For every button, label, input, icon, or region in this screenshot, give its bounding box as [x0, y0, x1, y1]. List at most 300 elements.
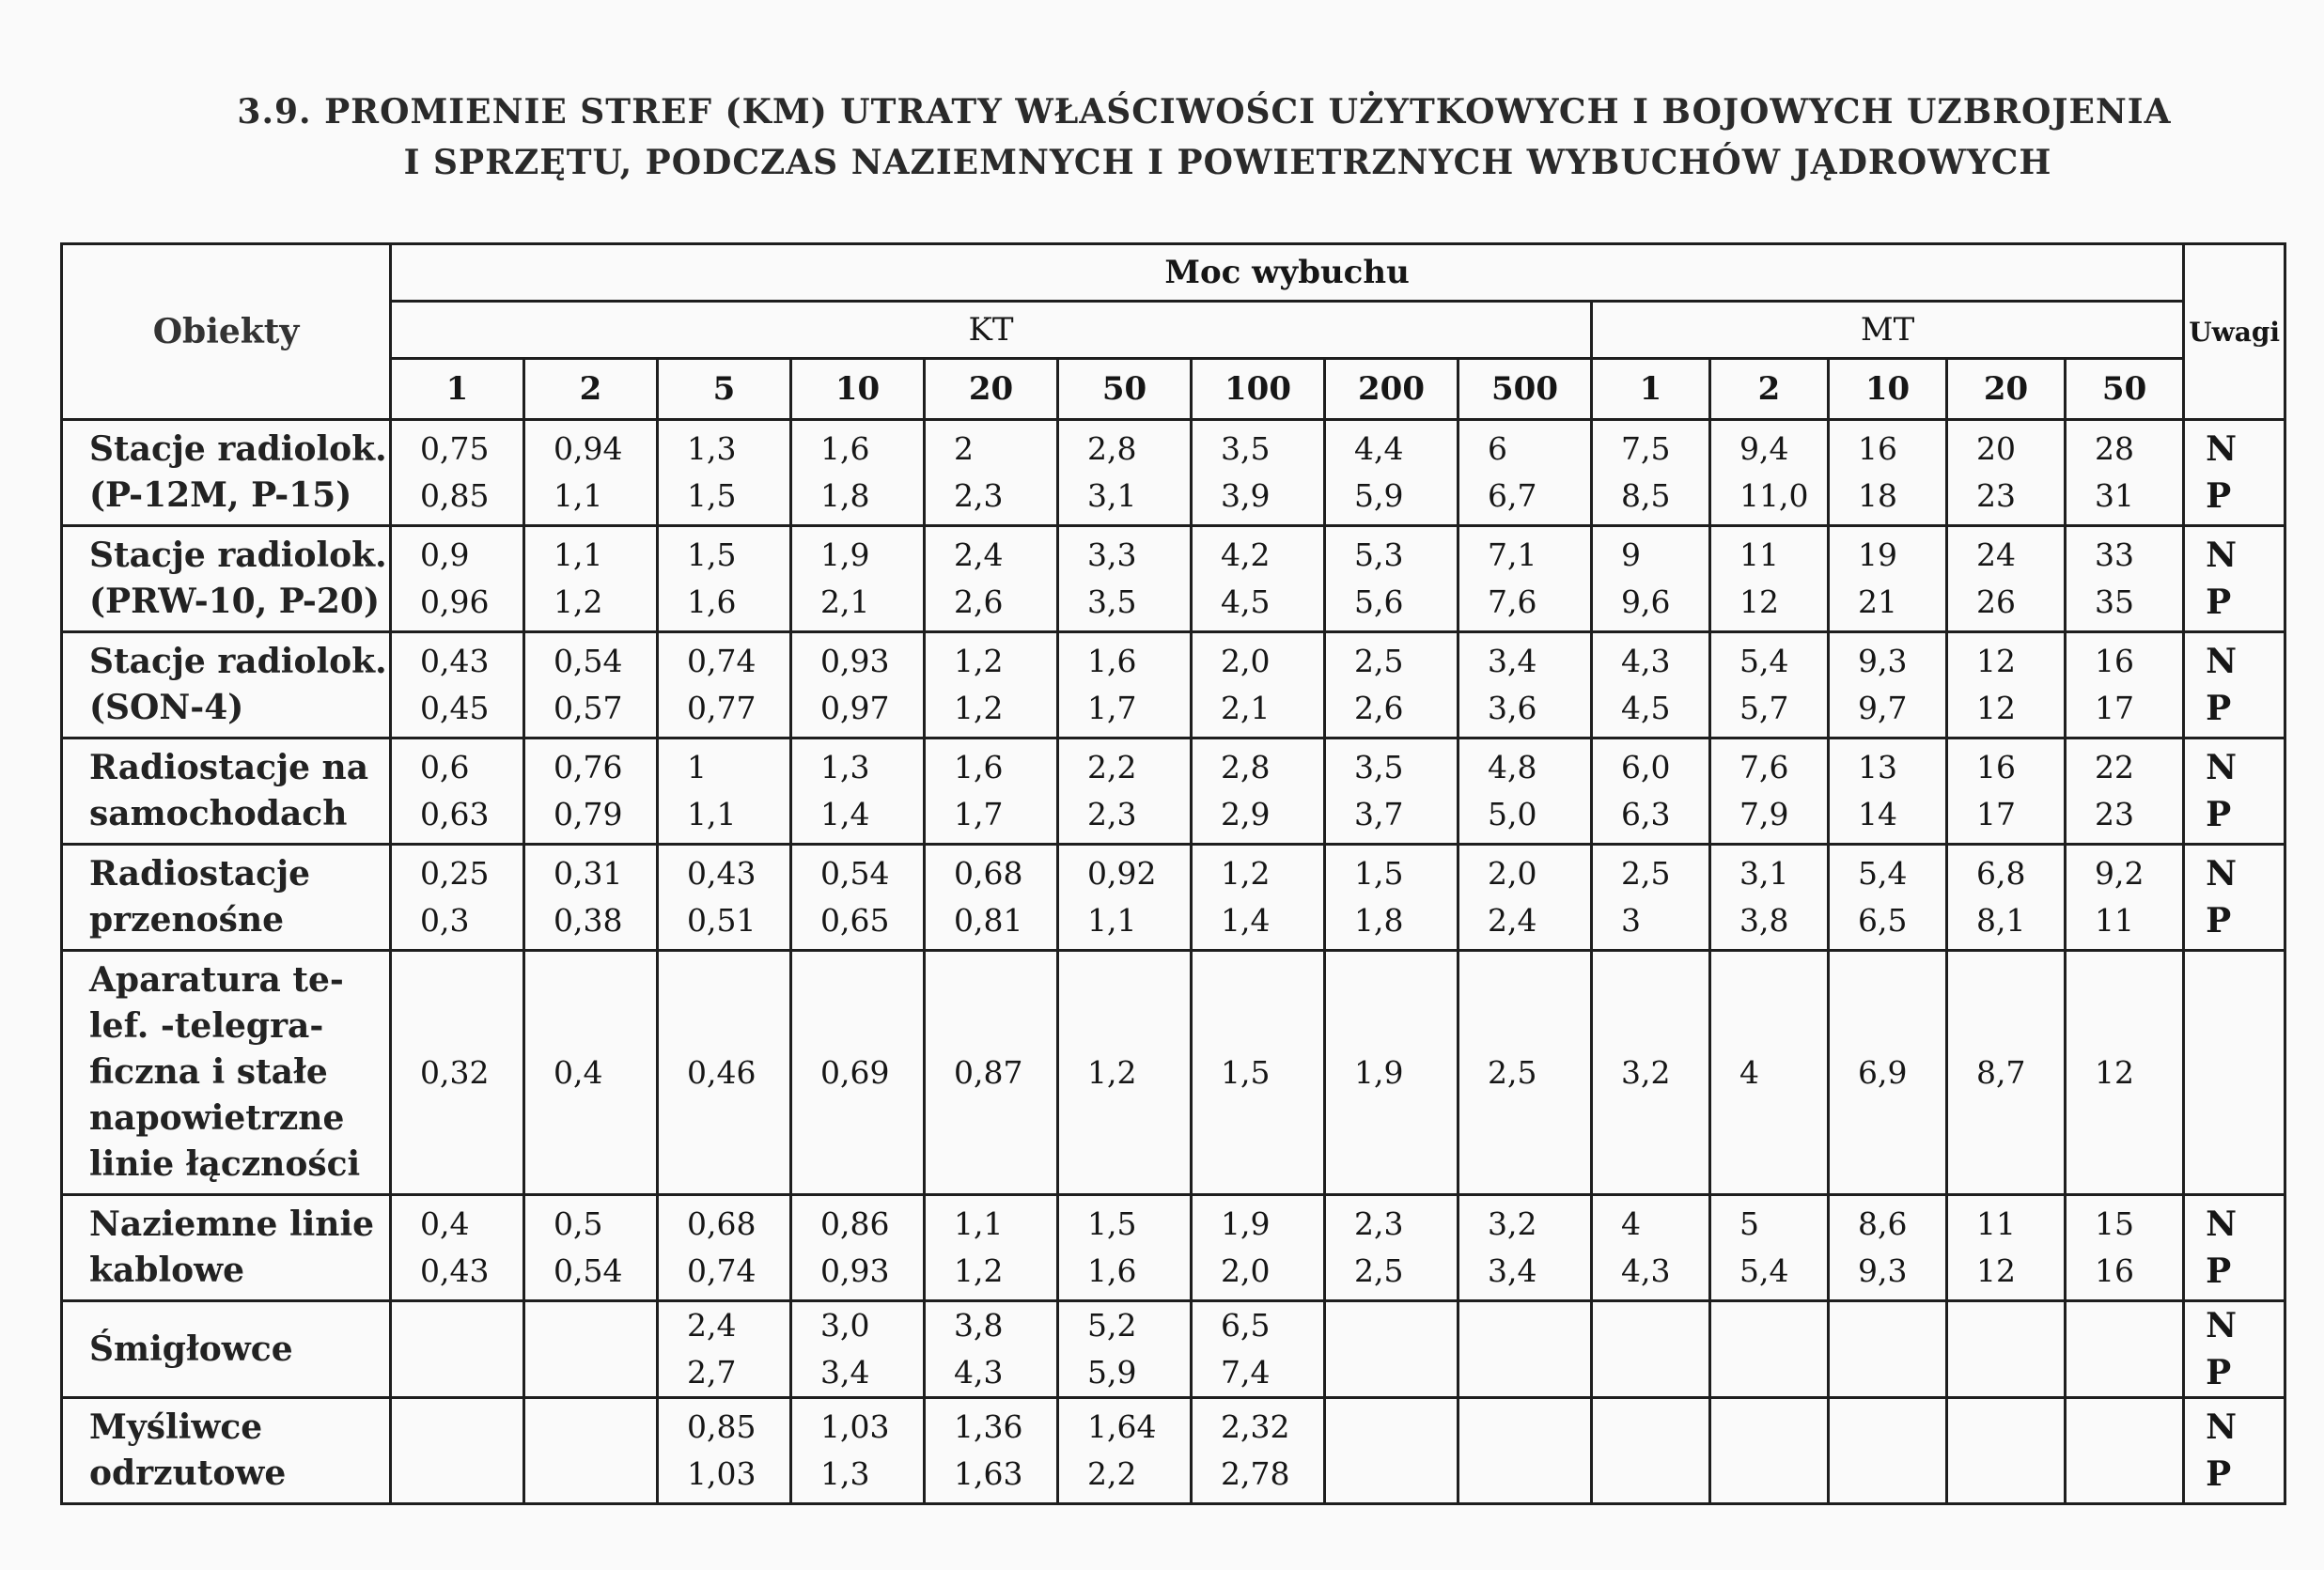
value-n: 12: [2095, 1053, 2134, 1091]
value-cell: [2066, 1301, 2184, 1398]
value-n: 7,6: [1739, 749, 1789, 785]
blast-radius-table: [60, 242, 2286, 1505]
table-row: [62, 526, 2285, 632]
value-p: 1,5: [687, 477, 737, 514]
title-line-1: 3.9. PROMIENIE STREF (KM) UTRATY WŁAŚCIWOŚCI UŻYTKOWYCH I BOJOWYCH UZBROJENIA: [237, 92, 2172, 132]
value-cell: [1710, 420, 1829, 526]
value-cell: [1325, 1301, 1458, 1398]
value-cell: [1829, 845, 1947, 951]
value-cell: [1058, 951, 1192, 1195]
value-cell: [524, 526, 658, 632]
value-cell: [2066, 738, 2184, 845]
value-p: 8,5: [1621, 477, 1671, 514]
value-cell: [925, 738, 1058, 845]
value-p: 0,74: [687, 1252, 756, 1289]
value-p: 0,96: [420, 583, 490, 620]
object-name-line: przenośne: [89, 900, 285, 940]
value-n: 28: [2095, 430, 2134, 467]
value-p: 3,4: [1488, 1252, 1537, 1289]
kt-power-header: 20: [925, 359, 1058, 420]
value-p: 8,1: [1976, 902, 2026, 939]
value-p: 1,63: [954, 1455, 1023, 1492]
object-name-line: lef. -telegra-: [89, 1006, 324, 1046]
uwagi-cell: [2184, 845, 2285, 951]
value-cell: [2066, 420, 2184, 526]
object-name-line: (SON-4): [89, 688, 244, 727]
value-cell: [391, 1398, 524, 1504]
value-n: 1,6: [954, 749, 1004, 785]
object-name-line: Myśliwce: [89, 1407, 263, 1447]
value-cell: [1829, 420, 1947, 526]
value-n: 2,5: [1488, 1053, 1537, 1091]
value-n: 0,9: [420, 536, 470, 573]
value-n: 6,5: [1221, 1307, 1271, 1344]
value-p: 5,6: [1354, 583, 1404, 620]
value-cell: [1947, 1301, 2066, 1398]
uwagi-cell: [2184, 420, 2285, 526]
value-p: 0,63: [420, 796, 490, 832]
value-cell: [2066, 1195, 2184, 1301]
value-p: 3,8: [1739, 902, 1789, 939]
value-p: 5,9: [1354, 477, 1404, 514]
uwagi-mark: N: [2206, 429, 2238, 469]
value-n: 0,76: [554, 749, 623, 785]
value-n: 2,4: [687, 1307, 737, 1344]
value-cell: [1458, 738, 1592, 845]
uwagi-mark: P: [2206, 795, 2232, 834]
value-p: 18: [1858, 477, 1897, 514]
value-n: 4,8: [1488, 749, 1537, 785]
value-p: 2,9: [1221, 796, 1271, 832]
object-name-cell: [62, 420, 391, 526]
value-p: 2,3: [954, 477, 1004, 514]
value-cell: [1058, 1195, 1192, 1301]
power-values-row: [62, 359, 2285, 420]
value-cell: [1192, 738, 1325, 845]
value-p: 0,93: [820, 1252, 890, 1289]
value-n: 5,4: [1739, 643, 1789, 679]
value-p: 35: [2095, 583, 2134, 620]
value-cell: [1592, 632, 1710, 738]
value-cell: [524, 1195, 658, 1301]
value-p: 1,2: [954, 690, 1004, 726]
value-cell: [1829, 1301, 1947, 1398]
value-cell: [391, 1301, 524, 1398]
table-row: [62, 632, 2285, 738]
value-n: 3,8: [954, 1307, 1004, 1344]
obiekty-header: Obiekty: [62, 244, 391, 420]
uwagi-mark: N: [2206, 748, 2238, 787]
uwagi-mark: N: [2206, 642, 2238, 681]
value-n: 0,68: [954, 855, 1023, 892]
value-p: 0,57: [554, 690, 623, 726]
value-n: 3,1: [1739, 855, 1789, 892]
table-row: [62, 738, 2285, 845]
value-n: 0,93: [820, 643, 890, 679]
value-cell: [1710, 632, 1829, 738]
value-cell: [925, 1398, 1058, 1504]
kt-power-header: 500: [1458, 359, 1592, 420]
object-name-line: (P-12M, P-15): [89, 475, 352, 515]
kt-header: KT: [391, 302, 1592, 359]
value-n: 2: [954, 430, 974, 467]
object-name-line: Radiostacje na: [89, 748, 369, 787]
value-n: 1,5: [1221, 1053, 1271, 1091]
value-p: 11,0: [1739, 477, 1809, 514]
value-n: 22: [2095, 749, 2134, 785]
value-n: 15: [2095, 1205, 2134, 1242]
value-n: 1,2: [1221, 855, 1271, 892]
value-n: 1,2: [954, 643, 1004, 679]
value-cell: [1058, 632, 1192, 738]
value-cell: [1710, 738, 1829, 845]
value-n: 0,43: [687, 855, 756, 892]
value-n: 1,5: [1087, 1205, 1137, 1242]
uwagi-cell: [2184, 738, 2285, 845]
value-p: 1,4: [1221, 902, 1271, 939]
value-p: 5,7: [1739, 690, 1789, 726]
value-cell: [1192, 1398, 1325, 1504]
table-row: [62, 420, 2285, 526]
value-cell: [791, 845, 925, 951]
value-p: 26: [1976, 583, 2016, 620]
value-cell: [1192, 632, 1325, 738]
value-p: 1,6: [1087, 1252, 1137, 1289]
value-n: 0,4: [554, 1053, 603, 1091]
object-name-line: kablowe: [89, 1251, 245, 1290]
uwagi-mark: N: [2206, 1407, 2238, 1447]
kt-power-header: 50: [1058, 359, 1192, 420]
value-p: 11: [2095, 902, 2134, 939]
value-n: 2,2: [1087, 749, 1137, 785]
value-n: 3,5: [1221, 430, 1271, 467]
value-cell: [658, 738, 791, 845]
value-n: 3,5: [1354, 749, 1404, 785]
object-name-line: odrzutowe: [89, 1453, 287, 1493]
value-cell: [1592, 845, 1710, 951]
value-p: 7,9: [1739, 796, 1789, 832]
uwagi-cell: [2184, 526, 2285, 632]
value-cell: [1947, 738, 2066, 845]
object-name-line: Stacje radiolok.: [89, 429, 387, 469]
uwagi-mark: P: [2206, 1251, 2232, 1291]
value-cell: [1458, 845, 1592, 951]
object-name-cell: [62, 1195, 391, 1301]
value-p: 0,51: [687, 902, 756, 939]
value-cell: [1947, 420, 2066, 526]
value-cell: [1458, 1195, 1592, 1301]
value-cell: [1592, 420, 1710, 526]
value-cell: [2066, 526, 2184, 632]
value-p: 6,7: [1488, 477, 1537, 514]
value-cell: [391, 845, 524, 951]
value-n: 1: [687, 749, 707, 785]
value-n: 1,64: [1087, 1408, 1157, 1445]
value-cell: [524, 1398, 658, 1504]
value-n: 9,3: [1858, 643, 1908, 679]
value-n: 0,54: [554, 643, 623, 679]
value-n: 5: [1739, 1205, 1759, 1242]
value-n: 0,92: [1087, 855, 1157, 892]
value-p: 7,6: [1488, 583, 1537, 620]
value-p: 2,6: [1354, 690, 1404, 726]
value-p: 4,5: [1621, 690, 1671, 726]
value-p: 12: [1739, 583, 1779, 620]
value-p: 1,1: [1087, 902, 1137, 939]
value-cell: [524, 845, 658, 951]
value-n: 0,43: [420, 643, 490, 679]
value-cell: [925, 1195, 1058, 1301]
value-n: 2,8: [1221, 749, 1271, 785]
value-cell: [1325, 526, 1458, 632]
value-n: 0,94: [554, 430, 623, 467]
value-n: 2,5: [1621, 855, 1671, 892]
value-n: 1,1: [954, 1205, 1004, 1242]
kt-power-header: 2: [524, 359, 658, 420]
value-cell: [1325, 1398, 1458, 1504]
value-n: 1,1: [554, 536, 603, 573]
value-p: 2,1: [1221, 690, 1271, 726]
value-cell: [1829, 1398, 1947, 1504]
value-cell: [1592, 1398, 1710, 1504]
value-n: 1,6: [1087, 643, 1137, 679]
value-n: 0,31: [554, 855, 623, 892]
value-cell: [1710, 951, 1829, 1195]
uwagi-cell: [2184, 951, 2285, 1195]
value-p: 2,1: [820, 583, 870, 620]
value-p: 1,7: [954, 796, 1004, 832]
title-line-2: I SPRZĘTU, PODCZAS NAZIEMNYCH I POWIETRZNYCH WYBUCHÓW JĄDROWYCH: [403, 143, 2052, 182]
mt-power-header: 20: [1947, 359, 2066, 420]
value-n: 1,5: [1354, 855, 1404, 892]
value-p: 23: [2095, 796, 2134, 832]
value-n: 4,4: [1354, 430, 1404, 467]
object-name-line: Śmigłowce: [89, 1329, 293, 1369]
object-name-cell: [62, 1398, 391, 1504]
object-name-line: ficzna i stałe: [89, 1052, 328, 1092]
value-p: 3,6: [1488, 690, 1537, 726]
value-n: 0,87: [954, 1053, 1023, 1091]
value-p: 3,9: [1221, 477, 1271, 514]
value-p: 2,78: [1221, 1455, 1290, 1492]
value-n: 5,4: [1858, 855, 1908, 892]
value-cell: [1947, 951, 2066, 1195]
value-cell: [524, 632, 658, 738]
kt-power-header: 200: [1325, 359, 1458, 420]
value-p: 1,4: [820, 796, 870, 832]
value-cell: [1325, 1195, 1458, 1301]
table-body: [62, 420, 2285, 1504]
value-p: 2,2: [1087, 1455, 1137, 1492]
value-p: 9,7: [1858, 690, 1908, 726]
value-p: 17: [1976, 796, 2016, 832]
value-p: 5,0: [1488, 796, 1537, 832]
value-p: 1,2: [954, 1252, 1004, 1289]
kt-power-header: 10: [791, 359, 925, 420]
document-title: [0, 86, 2324, 188]
value-cell: [1192, 1195, 1325, 1301]
value-n: 0,46: [687, 1053, 756, 1091]
value-p: 2,3: [1087, 796, 1137, 832]
value-n: 9: [1621, 536, 1641, 573]
uwagi-mark: N: [2206, 854, 2238, 894]
value-p: 21: [1858, 583, 1897, 620]
value-p: 7,4: [1221, 1354, 1271, 1391]
value-n: 1,6: [820, 430, 870, 467]
value-cell: [925, 526, 1058, 632]
value-p: 0,97: [820, 690, 890, 726]
value-cell: [925, 951, 1058, 1195]
value-cell: [1325, 738, 1458, 845]
value-cell: [1192, 1301, 1325, 1398]
value-cell: [658, 1398, 791, 1504]
value-n: 9,4: [1739, 430, 1789, 467]
value-n: 1,03: [820, 1408, 890, 1445]
object-name-line: Stacje radiolok.: [89, 536, 387, 575]
value-cell: [1592, 1195, 1710, 1301]
object-name-cell: [62, 1301, 391, 1398]
value-n: 2,8: [1087, 430, 1137, 467]
value-p: 0,65: [820, 902, 890, 939]
value-n: 2,3: [1354, 1205, 1404, 1242]
value-p: 6,5: [1858, 902, 1908, 939]
uwagi-mark: P: [2206, 583, 2232, 622]
value-p: 1,03: [687, 1455, 756, 1492]
uwagi-mark: N: [2206, 1205, 2238, 1244]
value-cell: [791, 951, 925, 1195]
object-name-cell: [62, 845, 391, 951]
value-cell: [1592, 738, 1710, 845]
value-p: 0,79: [554, 796, 623, 832]
object-name-cell: [62, 951, 391, 1195]
value-n: 2,0: [1488, 855, 1537, 892]
value-cell: [791, 420, 925, 526]
value-cell: [1058, 1398, 1192, 1504]
value-cell: [1710, 1195, 1829, 1301]
value-cell: [1947, 1398, 2066, 1504]
value-cell: [1829, 632, 1947, 738]
value-n: 16: [2095, 643, 2134, 679]
value-n: 4: [1739, 1053, 1759, 1091]
uwagi-cell: [2184, 1195, 2285, 1301]
table-row: [62, 1195, 2285, 1301]
value-cell: [1458, 1398, 1592, 1504]
value-n: 0,75: [420, 430, 490, 467]
value-n: 33: [2095, 536, 2134, 573]
value-n: 3,2: [1488, 1205, 1537, 1242]
value-p: 5,4: [1739, 1252, 1789, 1289]
value-p: 5,9: [1087, 1354, 1137, 1391]
value-cell: [791, 1301, 925, 1398]
value-n: 0,5: [554, 1205, 603, 1242]
value-n: 6,9: [1858, 1053, 1908, 1091]
value-p: 1,6: [687, 583, 737, 620]
value-cell: [391, 1195, 524, 1301]
uwagi-mark: P: [2206, 689, 2232, 728]
value-n: 7,1: [1488, 536, 1537, 573]
value-cell: [791, 526, 925, 632]
value-n: 4: [1621, 1205, 1641, 1242]
value-cell: [791, 632, 925, 738]
value-cell: [1192, 420, 1325, 526]
value-cell: [1058, 738, 1192, 845]
value-n: 0,25: [420, 855, 490, 892]
object-name-cell: [62, 738, 391, 845]
value-n: 1,3: [687, 430, 737, 467]
value-p: 1,1: [687, 796, 737, 832]
value-n: 7,5: [1621, 430, 1671, 467]
value-cell: [1829, 738, 1947, 845]
value-cell: [1947, 845, 2066, 951]
uwagi-cell: [2184, 1398, 2285, 1504]
value-cell: [658, 420, 791, 526]
object-name-line: (PRW-10, P-20): [89, 582, 380, 621]
value-p: 2,4: [1488, 902, 1537, 939]
value-p: 12: [1976, 1252, 2016, 1289]
value-n: 3,0: [820, 1307, 870, 1344]
value-cell: [791, 1195, 925, 1301]
value-cell: [1325, 845, 1458, 951]
uwagi-mark: P: [2206, 1454, 2232, 1494]
value-n: 0,85: [687, 1408, 756, 1445]
value-cell: [1192, 526, 1325, 632]
value-p: 3,4: [820, 1354, 870, 1391]
value-n: 1,9: [1354, 1053, 1404, 1091]
value-n: 9,2: [2095, 855, 2145, 892]
object-name-line: Aparatura te-: [89, 960, 344, 1000]
uwagi-mark: N: [2206, 536, 2238, 575]
value-p: 0,81: [954, 902, 1023, 939]
value-cell: [1058, 526, 1192, 632]
value-cell: [1058, 845, 1192, 951]
value-n: 3,4: [1488, 643, 1537, 679]
value-p: 4,3: [954, 1354, 1004, 1391]
value-n: 6: [1488, 430, 1507, 467]
value-p: 1,1: [554, 477, 603, 514]
kt-power-header: 5: [658, 359, 791, 420]
value-p: 4,5: [1221, 583, 1271, 620]
value-cell: [1458, 1301, 1592, 1398]
value-cell: [1058, 1301, 1192, 1398]
object-name-cell: [62, 632, 391, 738]
value-n: 11: [1976, 1205, 2016, 1242]
value-n: 0,6: [420, 749, 470, 785]
value-cell: [658, 1195, 791, 1301]
value-n: 6,0: [1621, 749, 1671, 785]
value-n: 1,9: [820, 536, 870, 573]
uwagi-mark: N: [2206, 1306, 2238, 1345]
value-n: 19: [1858, 536, 1897, 573]
uwagi-mark: P: [2206, 901, 2232, 940]
value-cell: [1325, 420, 1458, 526]
mt-header: MT: [1592, 302, 2184, 359]
value-cell: [2066, 845, 2184, 951]
value-n: 0,4: [420, 1205, 470, 1242]
value-cell: [791, 738, 925, 845]
mt-power-header: 1: [1592, 359, 1710, 420]
value-cell: [2066, 632, 2184, 738]
value-cell: [1458, 632, 1592, 738]
value-cell: [1192, 951, 1325, 1195]
value-n: 3,3: [1087, 536, 1137, 573]
value-p: 0,85: [420, 477, 490, 514]
mt-power-header: 2: [1710, 359, 1829, 420]
value-cell: [658, 632, 791, 738]
value-cell: [1458, 420, 1592, 526]
value-n: 2,4: [954, 536, 1004, 573]
value-cell: [391, 951, 524, 1195]
value-p: 3,5: [1087, 583, 1137, 620]
